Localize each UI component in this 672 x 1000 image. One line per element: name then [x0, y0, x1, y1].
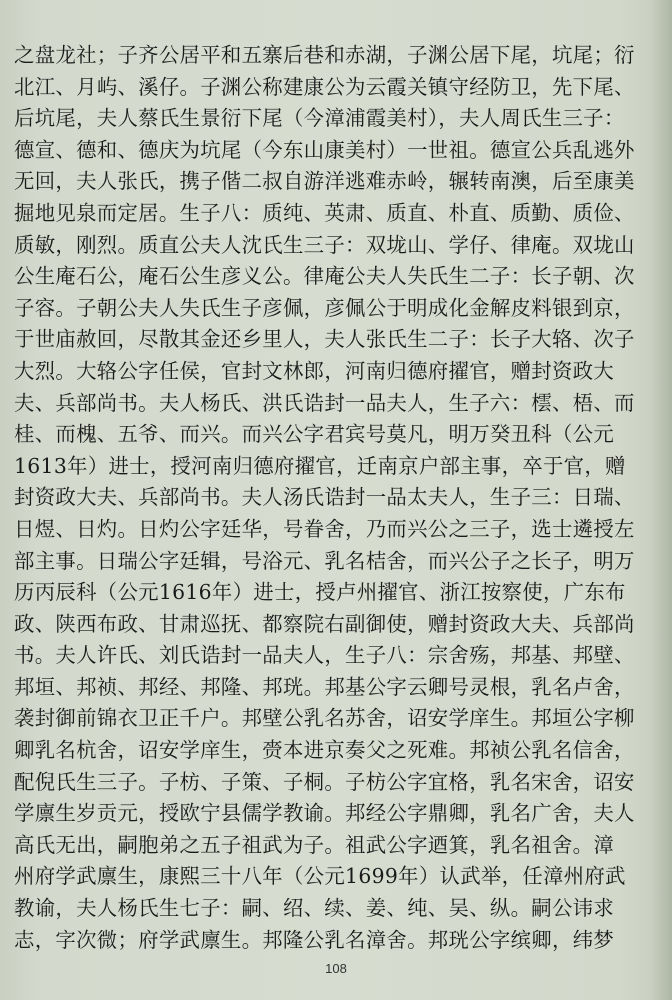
- page-number: 108: [325, 961, 347, 976]
- text-line: 质敏，刚烈。质直公夫人沈氏生三子：双垅山、学仔、律庵。双垅山: [14, 232, 635, 257]
- text-line: 夫、兵部尚书。夫人杨氏、洪氏诰封一品夫人，生子六：橒、梧、而: [14, 390, 635, 415]
- text-line: 部主事。日瑞公字廷辑，号浴元、乳名桔舍，而兴公子之长子，明万: [14, 548, 635, 573]
- text-line: 德宣、德和、德庆为坑尾（今东山康美村）一世祖。德宣公兵乱逃外: [14, 137, 635, 162]
- text-line: 书。夫人许氏、刘氏诰封一品夫人，生子八：宗舍殇，邦基、邦壁、: [14, 643, 635, 668]
- text-line: 志，字次微；府学武廪生。邦隆公乳名漳舍。邦珖公字缤卿，纬梦: [14, 927, 615, 952]
- text-line: 1613年）进士，授河南归德府擢官，迁南京户部主事，卒于官，赠: [14, 453, 626, 478]
- text-line: 袭封御前锦衣卫正千户。邦壁公乳名苏舍，诏安学庠生。邦垣公字柳: [14, 706, 635, 731]
- text-line: 无回，夫人张氏，携子偕二叔自游洋逃难赤岭，辗转南澳，后至康美: [14, 169, 635, 194]
- text-line: 子容。子朝公夫人失氏生子彦佩，彦佩公于明成化金解皮料银到京，: [14, 295, 635, 320]
- text-line: 于世庙赦回，尽散其金还乡里人，夫人张氏生二子：长子大辂、次子: [14, 327, 635, 352]
- body-text: [14, 40, 648, 956]
- text-line: 后坑尾，夫人蔡氏生景衍下尾（今漳浦霞美村），夫人周氏生三子：: [14, 106, 625, 131]
- text-line: 日煜、日灼。日灼公字廷华，号眷舍，乃而兴公之三子，选士遴授左: [14, 516, 635, 541]
- text-line: 配倪氏生三子。子枋、子策、子桐。子枋公字宜格，乳名宋舍，诏安: [14, 769, 635, 794]
- text-line: 封资政大夫、兵部尚书。夫人汤氏诰封一品太夫人，生子三：日瑞、: [14, 485, 635, 510]
- text-line: 大烈。大辂公字任侯，官封文林郎，河南归德府擢官，赠封资政大: [14, 358, 615, 383]
- text-line: 之盘龙社；子齐公居平和五寨后巷和赤湖，子渊公居下尾，坑尾；衍: [14, 43, 635, 67]
- text-line: 公生庵石公，庵石公生彦义公。律庵公夫人失氏生二子：长子朝、次: [14, 264, 635, 289]
- text-line: 掘地见泉而定居。生子八：质纯、英肃、质直、朴直、质勤、质俭、: [14, 200, 635, 225]
- text-line: 历丙辰科（公元1616年）进士，授卢州擢官、浙江按察使，广东布: [14, 580, 626, 605]
- text-line: 桂、而槐、五爷、而兴。而兴公字君宾号莫凡，明万癸丑科（公元: [14, 422, 615, 447]
- text-line: 北江、月屿、溪仔。子渊公称建康公为云霞关镇守经防卫，先下尾、: [14, 74, 635, 99]
- text-line: 邦垣、邦祯、邦经、邦隆、邦珖。邦基公字云卿号灵根，乳名卢舍，: [14, 674, 635, 699]
- text-line: 高氏无出，嗣胞弟之五子祖武为子。祖武公字迺箕，乳名祖舍。漳: [14, 832, 615, 857]
- text-line: 州府学武廪生，康熙三十八年（公元1699年）认武举，任漳州府武: [14, 864, 626, 889]
- text-line: 教谕，夫人杨氏生七子：嗣、绍、续、姜、纯、吴、纵。嗣公讳求: [14, 896, 615, 921]
- text-line: 卿乳名杭舍，诏安学庠生，赍本进京奏父之死难。邦祯公乳名信舍，: [14, 738, 635, 763]
- text-line: 政、陕西布政、甘肃巡抚、都察院右副御使，赠封资政大夫、兵部尚: [14, 611, 635, 636]
- text-line: 学廪生岁贡元，授欧宁县儒学教谕。邦经公字鼎卿，乳名广舍，夫人: [14, 801, 635, 826]
